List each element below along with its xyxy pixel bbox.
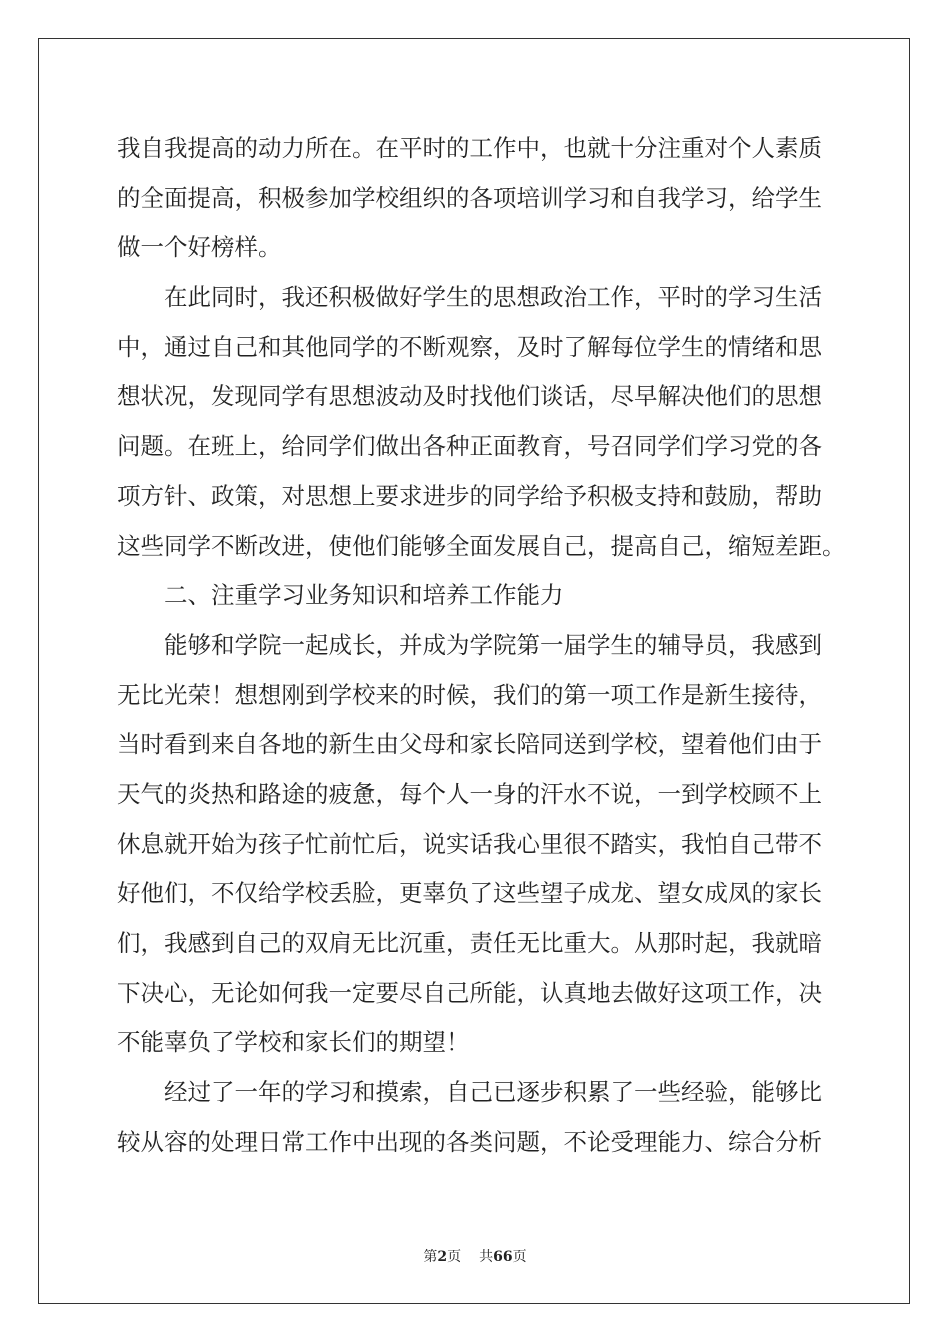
page-number: 2 xyxy=(437,1249,448,1265)
paragraph-start-line: 能够和学院一起成长，并成为学院第一届学生的辅导员，我感到 xyxy=(164,630,822,659)
total-pages: 66 xyxy=(493,1249,513,1265)
page-suffix: 页 xyxy=(447,1249,462,1265)
text-line: 项方针、政策，对思想上要求进步的同学给予积极支持和鼓励，帮助 xyxy=(117,481,822,510)
text-line: 下决心，无论如何我一定要尽自己所能，认真地去做好这项工作，决 xyxy=(117,978,822,1007)
text-line: 做一个好榜样。 xyxy=(117,233,282,262)
document-body xyxy=(117,124,846,1167)
page-prefix: 第 xyxy=(423,1249,438,1265)
total-prefix: 共 xyxy=(479,1249,494,1265)
text-line: 休息就开始为孩子忙前忙后，说实话我心里很不踏实，我怕自己带不 xyxy=(117,829,822,858)
text-line: 好他们，不仅给学校丢脸，更辜负了这些望子成龙、望女成凤的家长 xyxy=(117,879,822,908)
text-line: 想状况，发现同学有思想波动及时找他们谈话，尽早解决他们的思想 xyxy=(117,382,822,411)
text-line: 较从容的处理日常工作中出现的各类问题，不论受理能力、综合分析 xyxy=(117,1127,822,1156)
total-suffix: 页 xyxy=(512,1249,527,1265)
text-line: 问题。在班上，给同学们做出各种正面教育，号召同学们学习党的各 xyxy=(117,432,822,461)
text-line: 不能辜负了学校和家长们的期望！ xyxy=(117,1028,470,1057)
paragraph-start-line: 经过了一年的学习和摸索，自己已逐步积累了一些经验，能够比 xyxy=(164,1078,822,1107)
text-line: 当时看到来自各地的新生由父母和家长陪同送到学校，望着他们由于 xyxy=(117,730,822,759)
text-line: 这些同学不断改进，使他们能够全面发展自己，提高自己，缩短差距。 xyxy=(117,531,846,560)
page-footer xyxy=(0,1247,950,1267)
text-line: 无比光荣！想想刚到学校来的时候，我们的第一项工作是新生接待， xyxy=(117,680,822,709)
text-line: 的全面提高，积极参加学校组织的各项培训学习和自我学习，给学生 xyxy=(117,183,822,212)
text-line: 天气的炎热和路途的疲惫，每个人一身的汗水不说，一到学校顾不上 xyxy=(117,779,822,808)
text-line: 中，通过自己和其他同学的不断观察，及时了解每位学生的情绪和思 xyxy=(117,332,822,361)
text-line: 我自我提高的动力所在。在平时的工作中，也就十分注重对个人素质 xyxy=(117,134,822,162)
paragraph-start-line: 在此同时，我还积极做好学生的思想政治工作，平时的学习生活 xyxy=(164,283,822,312)
text-line: 们，我感到自己的双肩无比沉重，责任无比重大。从那时起，我就暗 xyxy=(117,929,822,957)
section-heading: 二、注重学习业务知识和培养工作能力 xyxy=(164,581,564,610)
